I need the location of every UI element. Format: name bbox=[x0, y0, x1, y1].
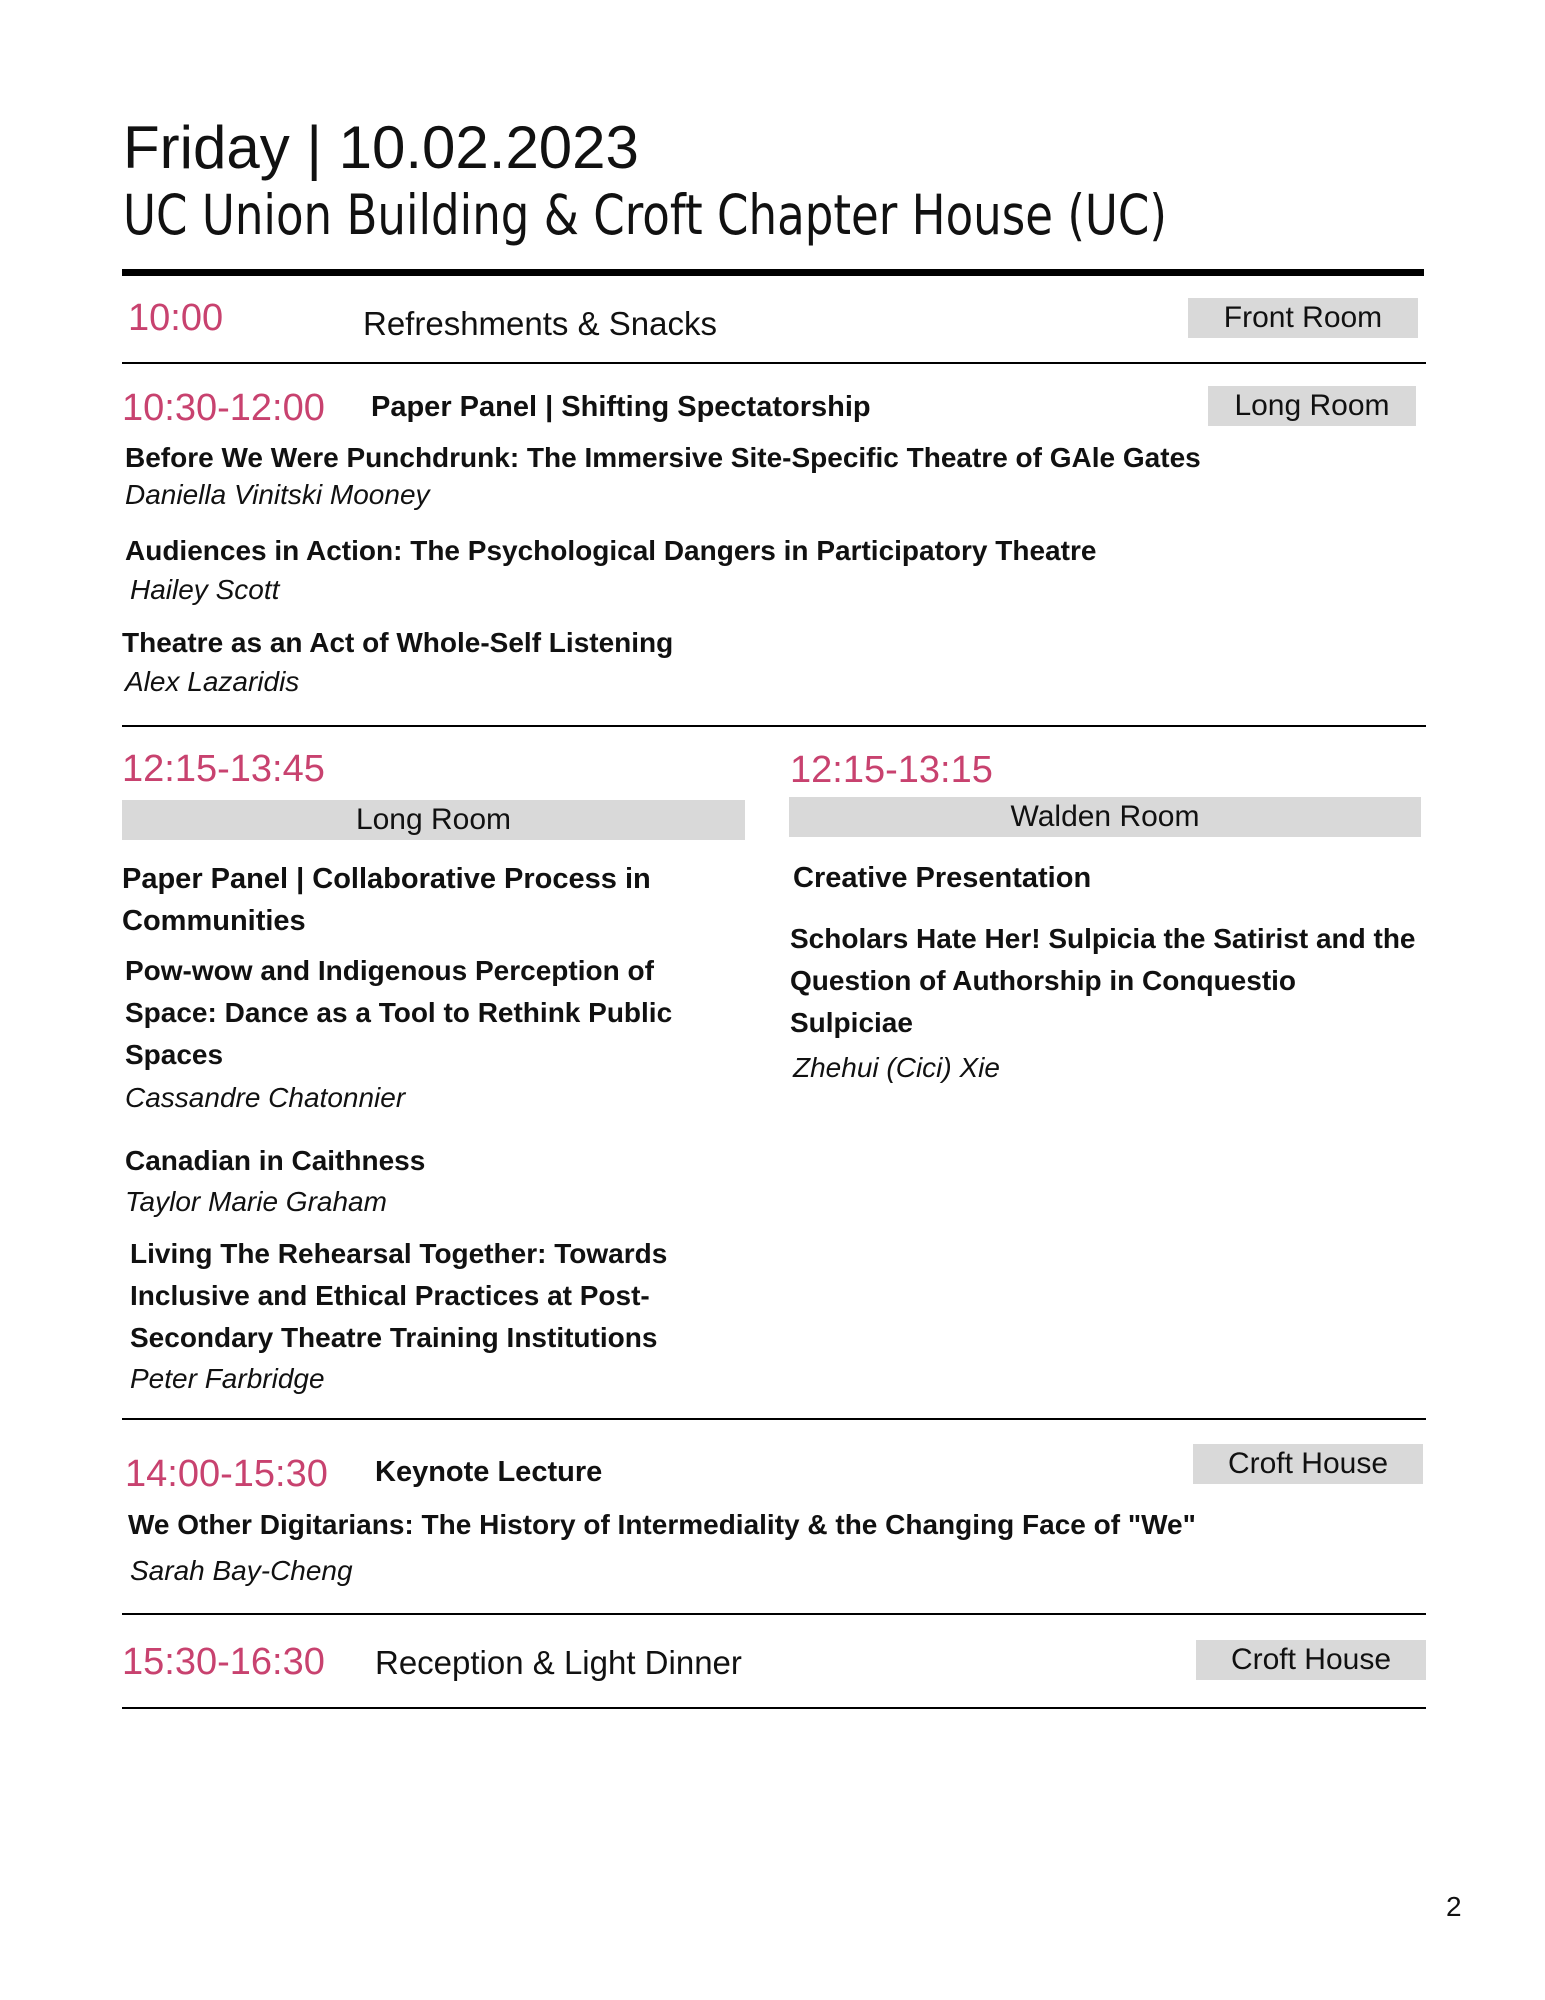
talk-title: Before We Were Punchdrunk: The Immersive Site-Specific Theatre of GAle Gates bbox=[125, 442, 1201, 473]
session-time: 15:30-16:30 bbox=[122, 1641, 325, 1683]
page-number: 2 bbox=[1446, 1891, 1462, 1922]
talk-title: Canadian in Caithness bbox=[125, 1145, 426, 1176]
page-venue-heading: UC Union Building & Croft Chapter House (UC) bbox=[123, 183, 1168, 247]
session-title: Paper Panel | Collaborative Process in Communities bbox=[122, 863, 651, 937]
session-title: Reception & Light Dinner bbox=[375, 1644, 742, 1681]
session-title: Refreshments & Snacks bbox=[363, 305, 717, 342]
talk-author: Cassandre Chatonnier bbox=[125, 1082, 406, 1113]
room-badge: Croft House bbox=[1193, 1444, 1423, 1484]
talk-title: Audiences in Action: The Psychological Dangers in Participatory Theatre bbox=[125, 535, 1097, 566]
session-time: 12:15-13:45 bbox=[122, 748, 325, 790]
talk-author: Alex Lazaridis bbox=[125, 666, 300, 697]
talk-title: We Other Digitarians: The History of Intermediality & the Changing Face of "We" bbox=[128, 1509, 1196, 1540]
section-divider bbox=[122, 1418, 1426, 1420]
talk-title: Living The Rehearsal Together: Towards Inclusive and Ethical Practices at Post-Secondary Theatre Training Institutions bbox=[130, 1238, 668, 1353]
room-badge: Long Room bbox=[122, 800, 745, 840]
section-divider bbox=[122, 725, 1426, 727]
section-divider bbox=[122, 1613, 1426, 1615]
section-divider bbox=[122, 362, 1426, 364]
section-divider bbox=[122, 1707, 1426, 1709]
room-badge: Walden Room bbox=[789, 797, 1421, 837]
room-badge: Long Room bbox=[1208, 386, 1416, 426]
session-time: 10:00 bbox=[128, 297, 224, 339]
header-divider bbox=[122, 269, 1424, 276]
session-time: 12:15-13:15 bbox=[790, 749, 993, 791]
talk-author: Peter Farbridge bbox=[130, 1363, 325, 1394]
session-title: Paper Panel | Shifting Spectatorship bbox=[371, 391, 871, 423]
talk-title: Theatre as an Act of Whole-Self Listening bbox=[122, 627, 674, 658]
talk-author: Daniella Vinitski Mooney bbox=[125, 479, 430, 510]
session-time: 14:00-15:30 bbox=[125, 1453, 328, 1495]
talk-author: Zhehui (Cici) Xie bbox=[793, 1052, 1000, 1083]
page-date-heading: Friday | 10.02.2023 bbox=[123, 114, 639, 181]
talk-author: Sarah Bay-Cheng bbox=[130, 1555, 353, 1586]
talk-author: Hailey Scott bbox=[130, 574, 280, 605]
session-time: 10:30-12:00 bbox=[122, 387, 325, 429]
talk-title: Scholars Hate Her! Sulpicia the Satirist and the Question of Authorship in Conquestio Sulpiciae bbox=[790, 923, 1416, 1038]
room-badge: Front Room bbox=[1188, 298, 1418, 338]
talk-author: Taylor Marie Graham bbox=[125, 1186, 387, 1217]
room-badge: Croft House bbox=[1196, 1640, 1426, 1680]
session-title: Keynote Lecture bbox=[375, 1456, 603, 1488]
session-title: Creative Presentation bbox=[793, 862, 1092, 894]
talk-title: Pow-wow and Indigenous Perception of Space: Dance as a Tool to Rethink Public Spaces bbox=[125, 955, 673, 1070]
